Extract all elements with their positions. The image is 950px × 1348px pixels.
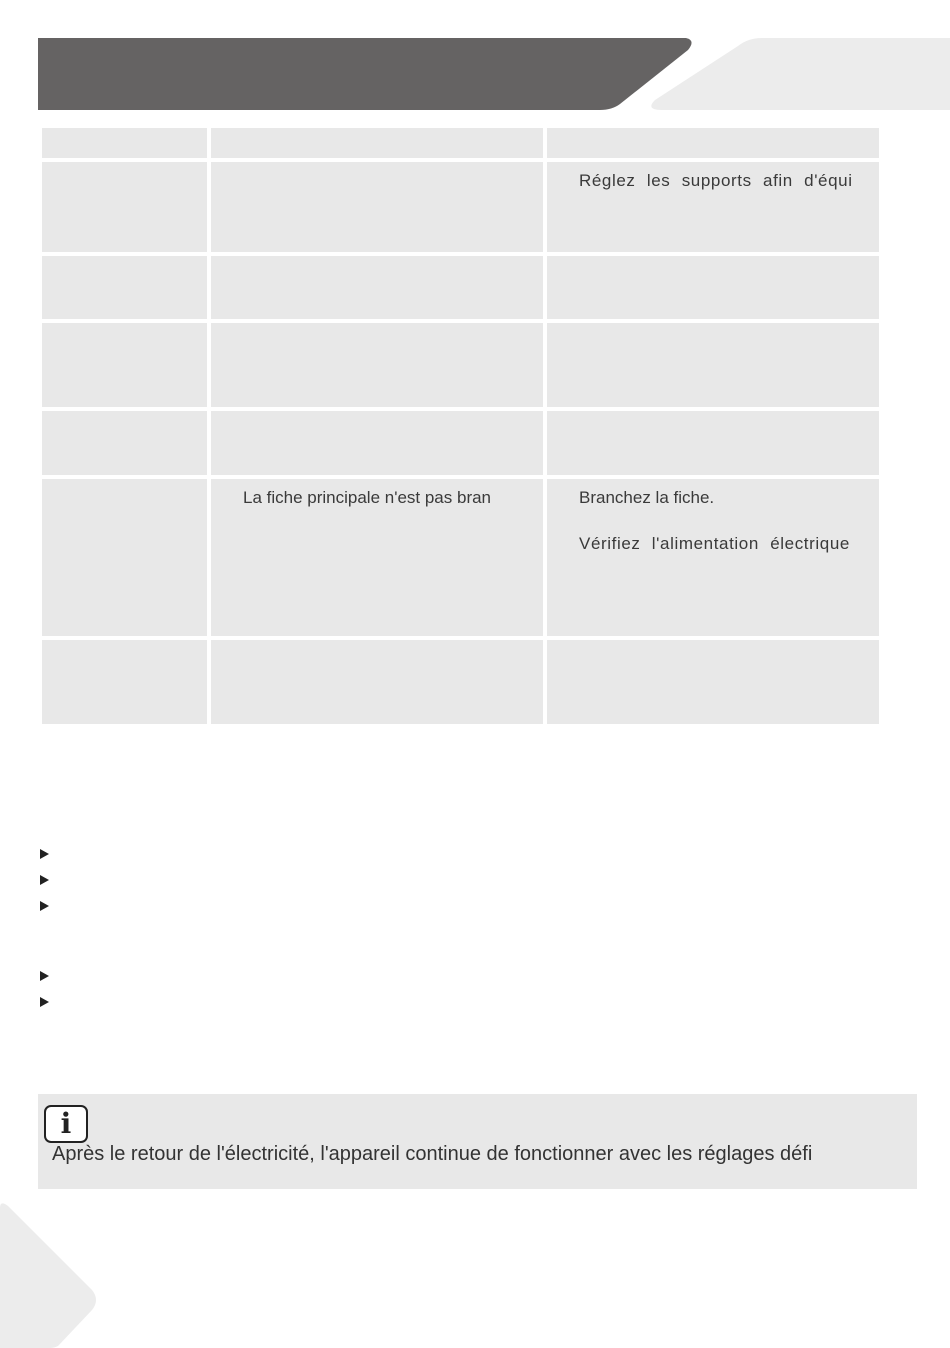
solution-cell bbox=[547, 479, 879, 636]
bullet-icon bbox=[40, 997, 49, 1007]
solution-cell bbox=[547, 162, 879, 252]
cause-cell bbox=[211, 411, 543, 475]
table-header-row bbox=[42, 128, 879, 158]
problem-cell bbox=[42, 411, 207, 475]
info-text: Après le retour de l'électricité, l'appareil continue de fonctionner avec les réglages défi bbox=[52, 1143, 813, 1165]
troubleshooting-table bbox=[38, 124, 883, 728]
solution-text: Réglez les supports afin d'équi bbox=[579, 171, 853, 190]
problem-cell bbox=[42, 323, 207, 407]
bullet-icon bbox=[40, 875, 49, 885]
corner-tab bbox=[0, 1200, 110, 1348]
table-row bbox=[42, 411, 879, 475]
table-row bbox=[42, 640, 879, 724]
header-cell-solution bbox=[547, 128, 879, 158]
cause-cell bbox=[211, 640, 543, 724]
solution-cell bbox=[547, 640, 879, 724]
problem-cell bbox=[42, 162, 207, 252]
header-dark-tab bbox=[38, 38, 692, 110]
header-banner bbox=[0, 0, 950, 115]
cause-text bbox=[211, 162, 543, 170]
table-row bbox=[42, 162, 879, 252]
header-light-tab bbox=[651, 38, 950, 110]
table-row bbox=[42, 479, 879, 636]
bullet-icon bbox=[40, 901, 49, 911]
info-icon bbox=[44, 1105, 88, 1143]
table-row bbox=[42, 323, 879, 407]
cause-cell bbox=[211, 479, 543, 636]
solution-cell bbox=[547, 323, 879, 407]
header-cell-cause bbox=[211, 128, 543, 158]
bullet-icon bbox=[40, 971, 49, 981]
cause-text: La fiche principale n'est pas bran bbox=[243, 488, 492, 507]
info-icon-glyph: i bbox=[60, 1107, 72, 1140]
info-note bbox=[38, 1094, 917, 1189]
problem-cell bbox=[42, 640, 207, 724]
header-cell-problem bbox=[42, 128, 207, 158]
solution-cell bbox=[547, 256, 879, 319]
solution-cell bbox=[547, 411, 879, 475]
cause-cell bbox=[211, 162, 543, 252]
table-row bbox=[42, 256, 879, 319]
problem-cell bbox=[42, 256, 207, 319]
cause-cell bbox=[211, 323, 543, 407]
solution-text: Vérifiez l'alimentation électrique bbox=[579, 534, 850, 553]
problem-cell bbox=[42, 479, 207, 636]
bullet-icon bbox=[40, 849, 49, 859]
solution-text: Branchez la fiche. bbox=[579, 488, 715, 507]
cause-cell bbox=[211, 256, 543, 319]
